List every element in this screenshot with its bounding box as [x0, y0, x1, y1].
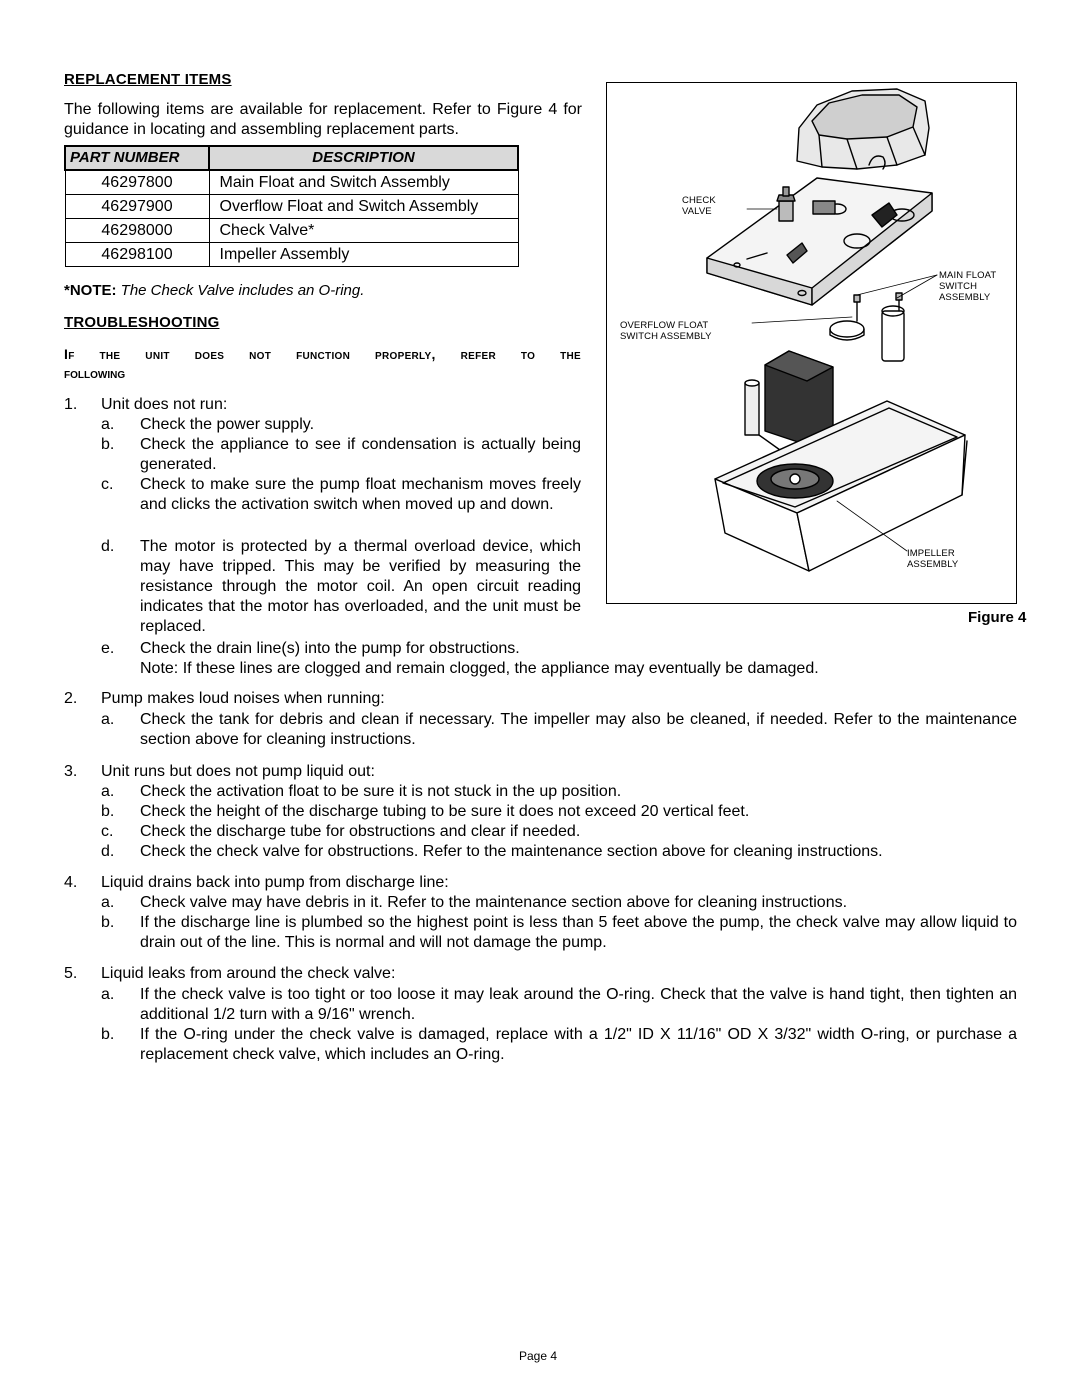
sub-text: If the discharge line is plumbed so the highest point is less than 5 feet above the pump, the check valve may allow liquid to drain out of the line. This is normal and will not damage the pump. [140, 914, 1017, 951]
item-title: Liquid leaks from around the check valve: [101, 965, 396, 982]
description-cell: Overflow Float and Switch Assembly [209, 195, 518, 219]
sub-letter: c. [101, 823, 114, 840]
item-number: 3. [64, 763, 78, 780]
sub-letter: b. [101, 1026, 115, 1043]
switch-drawing [813, 201, 835, 214]
col-header-description: DESCRIPTION [209, 146, 518, 170]
sub-letter: a. [101, 711, 115, 728]
sub-letter: a. [101, 894, 115, 911]
table-row [65, 170, 518, 195]
col-header-part-number: PART NUMBER [65, 146, 209, 170]
part-number-cell: 46298100 [65, 243, 209, 267]
sub-letter: b. [101, 803, 115, 820]
parts-table-header [65, 146, 518, 170]
description-cell: Check Valve* [209, 219, 518, 243]
table-row [65, 219, 518, 243]
sub-note: Note: If these lines are clogged and remain clogged, the appliance may eventually be damaged. [140, 660, 819, 677]
label-check-valve: CHECK VALVE [682, 195, 716, 217]
replacement-heading: REPLACEMENT ITEMS [64, 71, 232, 88]
sub-letter: a. [101, 783, 115, 800]
pump-exploded-diagram [607, 83, 1015, 602]
check-valve-drawing [777, 187, 795, 221]
item-number: 5. [64, 965, 78, 982]
table-row [65, 243, 518, 267]
description-cell: Main Float and Switch Assembly [209, 170, 518, 195]
troubleshooting-subheading: If the unit does not function properly, refer to the [64, 346, 581, 362]
label-main-float: MAIN FLOAT SWITCH ASSEMBLY [939, 270, 997, 303]
sub-text: Check the activation float to be sure it is not stuck in the up position. [140, 783, 622, 800]
label-impeller: IMPELLER ASSEMBLY [907, 548, 959, 570]
sub-letter: e. [101, 640, 115, 657]
main-float-drawing [882, 293, 904, 361]
check-valve-note [64, 281, 364, 301]
sub-text: Check the appliance to see if condensation is actually being generated. [140, 436, 581, 473]
replacement-intro: The following items are available for replacement. Refer to Figure 4 for guidance in locating and assembling replacement parts. [64, 101, 582, 138]
troubleshooting-subheading-cont: following [64, 365, 126, 381]
sub-text: Check the drain line(s) into the pump for obstructions. [140, 640, 520, 657]
sub-text: If the check valve is too tight or too loose it may leak around the O-ring. Check that the valve is hand tight, then tighten an additional 1/2 turn with a 9/16" wrench. [140, 986, 1017, 1023]
sub-letter: a. [101, 986, 115, 1003]
cover-drawing [797, 89, 929, 169]
item-title: Unit runs but does not pump liquid out: [101, 763, 375, 780]
sub-text: Check the tank for debris and clean if necessary. The impeller may also be cleaned, if needed. Refer to the maintenance section above for cleaning instructions. [140, 711, 1017, 748]
sub-letter: b. [101, 436, 115, 453]
sub-text: Check the discharge tube for obstructions and clear if needed. [140, 823, 581, 840]
item-number: 1. [64, 396, 78, 413]
item-title: Unit does not run: [101, 396, 228, 413]
sub-letter: b. [101, 914, 115, 931]
sub-text: Check the check valve for obstructions. Refer to the maintenance section above for cleaning instructions. [140, 843, 883, 860]
sub-letter: a. [101, 416, 115, 433]
sub-text: Check the power supply. [140, 416, 315, 433]
label-overflow-float: OVERFLOW FLOAT SWITCH ASSEMBLY [620, 320, 712, 342]
part-number-cell: 46298000 [65, 219, 209, 243]
note-text: The Check Valve includes an O-ring. [120, 282, 365, 299]
parts-table [64, 145, 519, 267]
table-row [65, 195, 518, 219]
sub-letter: c. [101, 476, 114, 493]
part-number-cell: 46297800 [65, 170, 209, 195]
sub-text: Check the height of the discharge tubing to be sure it does not exceed 20 vertical feet. [140, 803, 750, 820]
sub-text: Check valve may have debris in it. Refer to the maintenance section above for cleaning instructions. [140, 894, 848, 911]
note-label: *NOTE: [64, 282, 117, 299]
item-number: 2. [64, 690, 78, 707]
figure-caption: Figure 4 [968, 609, 1027, 626]
top-plate-drawing [707, 178, 932, 305]
item-number: 4. [64, 874, 78, 891]
item-title: Liquid drains back into pump from discharge line: [101, 874, 449, 891]
sub-text: If the O-ring under the check valve is damaged, replace with a 1/2" ID X 11/16" OD X 3/32" width O-ring, or purchase a replacement check valve, which includes an O-ring. [140, 1026, 1017, 1063]
part-number-cell: 46297900 [65, 195, 209, 219]
troubleshooting-heading: TROUBLESHOOTING [64, 314, 220, 331]
impeller-drawing [757, 464, 833, 498]
item-title: Pump makes loud noises when running: [101, 690, 385, 707]
sub-text: Check to make sure the pump float mechanism moves freely and clicks the activation switch when moved up and down. [140, 476, 581, 513]
page-number: Page 4 [519, 1349, 558, 1363]
sub-text: The motor is protected by a thermal overload device, which may have tripped. This may be verified by measuring the resistance through the motor coil. An open circuit reading indicates that the motor has overloaded, and the unit must be replaced. [140, 538, 581, 635]
sub-letter: d. [101, 538, 115, 555]
figure-4-frame [606, 82, 1017, 604]
description-cell: Impeller Assembly [209, 243, 518, 267]
sub-letter: d. [101, 843, 115, 860]
